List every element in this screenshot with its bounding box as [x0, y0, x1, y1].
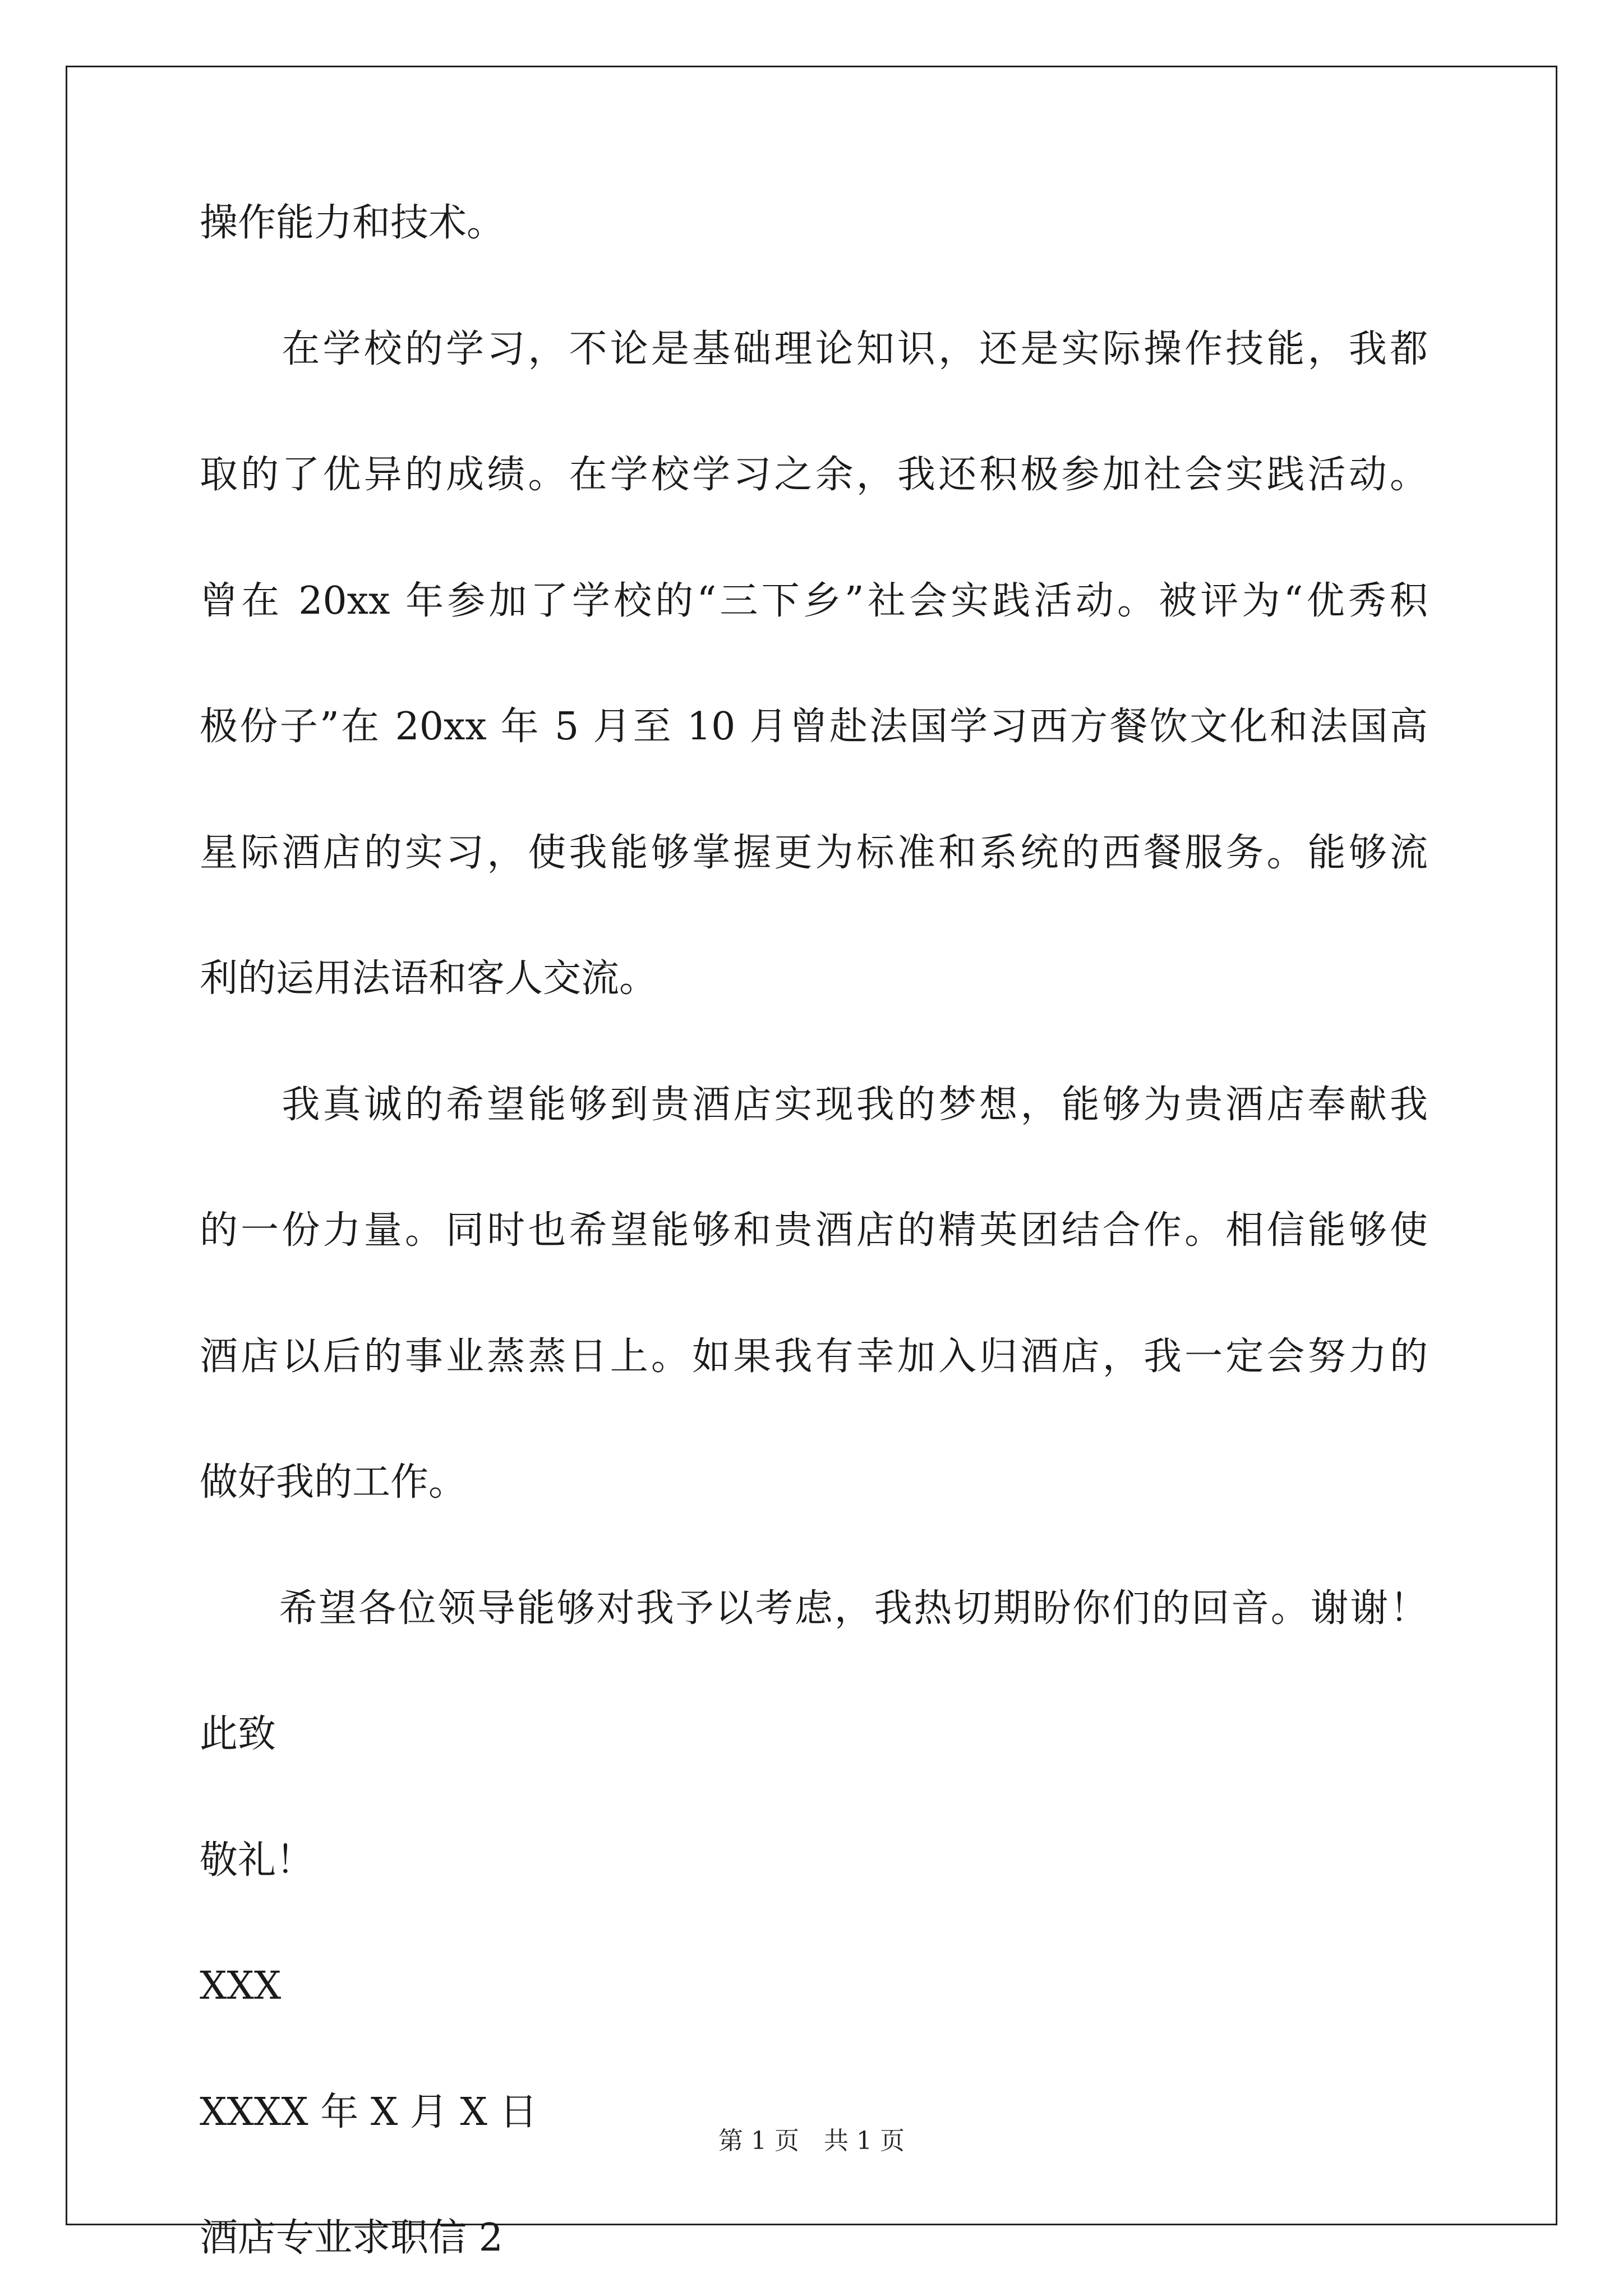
text-line: 利的运用法语和客人交流。 — [200, 956, 658, 1001]
page-footer: 第 1 页 共 1 页 — [718, 2127, 905, 2155]
text-line: 取的了优异的成绩。在学校学习之余，我还积极参加社会实践活动。 — [200, 453, 1428, 497]
salutation-closing: 此致 — [200, 1712, 276, 1756]
text-line: 做好我的工作。 — [200, 1460, 467, 1504]
page-border — [66, 66, 1557, 2225]
text-line: 极份子”在 20xx 年 5 月至 10 月曾赴法国学习西方餐饮文化和法国高 — [200, 705, 1428, 749]
text-line: 星际酒店的实习，使我能够掌握更为标准和系统的西餐服务。能够流 — [200, 831, 1428, 875]
signature-name: XXX — [200, 1964, 282, 2008]
text-line: 在学校的学习，不论是基础理论知识，还是实际操作技能，我都 — [200, 327, 1428, 371]
text-line: 曾在 20xx 年参加了学校的“三下乡”社会实践活动。被评为“优秀积 — [200, 579, 1428, 623]
text-line: 酒店以后的事业蒸蒸日上。如果我有幸加入归酒店，我一定会努力的 — [200, 1335, 1428, 1379]
text-line: 希望各位领导能够对我予以考虑，我热切期盼你们的回音。谢谢！ — [200, 1586, 1428, 1631]
text-line: 的一份力量。同时也希望能够和贵酒店的精英团结合作。相信能够使 — [200, 1208, 1428, 1253]
salutation-regards: 敬礼！ — [200, 1838, 315, 1883]
section-heading: 酒店专业求职信 2 — [200, 2216, 503, 2260]
text-line: 我真诚的希望能够到贵酒店实现我的梦想，能够为贵酒店奉献我 — [200, 1083, 1428, 1127]
text-line: 操作能力和技术。 — [200, 201, 505, 245]
signature-date: XXXX 年 X 月 X 日 — [200, 2090, 538, 2134]
